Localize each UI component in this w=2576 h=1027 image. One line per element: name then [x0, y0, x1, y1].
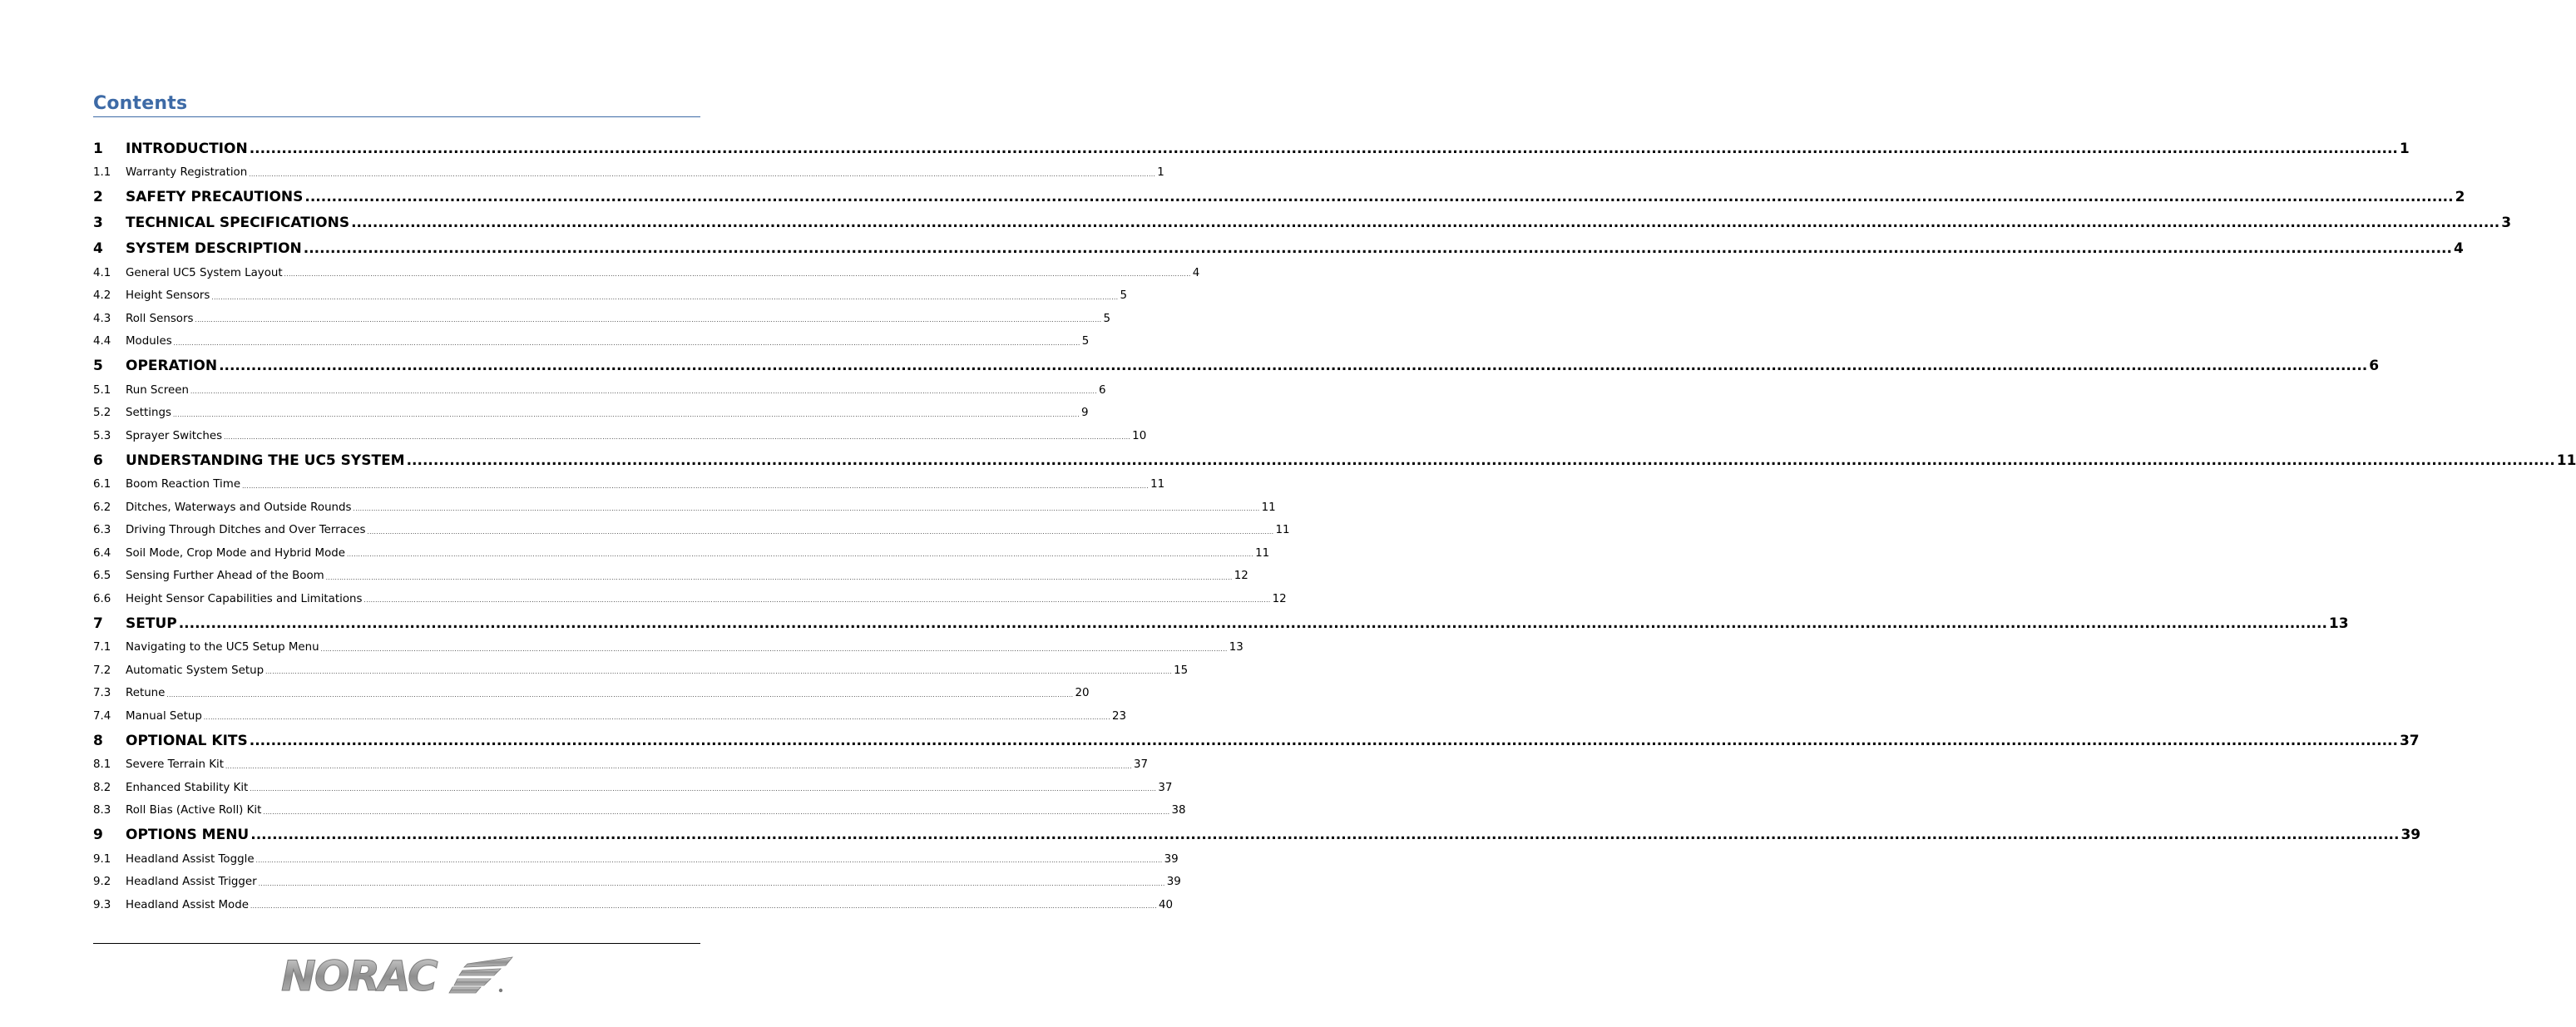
- toc-entry-title: Driving Through Ditches and Over Terraces: [126, 524, 366, 537]
- toc-subsection-row[interactable]: [93, 379, 1106, 402]
- toc-dot-leader: ................................................................................................................................................................................................................................................................................................................................................................................................................: [249, 140, 2398, 157]
- toc-dot-leader: ................................................................................................................................................................................................................................................................................................................................................................................................................: [255, 857, 1163, 864]
- toc-entry-number: 4.3: [93, 312, 111, 325]
- toc-entry-title: OPTIONS MENU: [126, 827, 250, 843]
- toc-subsection-row[interactable]: [93, 284, 1127, 308]
- toc-page-number: 13: [2328, 615, 2349, 632]
- toc-dot-leader: ................................................................................................................................................................................................................................................................................................................................................................................................................: [190, 388, 1098, 395]
- toc-dot-leader: ................................................................................................................................................................................................................................................................................................................................................................................................................: [250, 903, 1158, 910]
- toc-entry-title: Navigating to the UC5 Setup Menu: [126, 641, 319, 654]
- toc-subsection-row[interactable]: [93, 519, 1290, 542]
- toc-dot-leader: ................................................................................................................................................................................................................................................................................................................................................................................................................: [351, 215, 2500, 231]
- toc-entry-number: 8.2: [93, 781, 111, 794]
- toc-entry-title: UNDERSTANDING THE UC5 SYSTEM: [126, 452, 405, 469]
- logo-stripes-mark: [449, 957, 512, 993]
- toc-dot-leader: ................................................................................................................................................................................................................................................................................................................................................................................................................: [284, 271, 1191, 278]
- toc-dot-leader: ................................................................................................................................................................................................................................................................................................................................................................................................................: [195, 317, 1102, 323]
- toc-entry-number: 6.1: [93, 478, 111, 491]
- toc-section-row[interactable]: [93, 822, 2421, 848]
- toc-entry-number: 6: [93, 452, 103, 469]
- toc-dot-leader: ................................................................................................................................................................................................................................................................................................................................................................................................................: [224, 434, 1131, 441]
- toc-subsection-row[interactable]: [93, 588, 1287, 611]
- toc-dot-leader: ................................................................................................................................................................................................................................................................................................................................................................................................................: [367, 528, 1274, 536]
- toc-page-number: 9: [1080, 407, 1089, 420]
- toc-page-number: 3: [2501, 215, 2512, 231]
- toc-subsection-row[interactable]: [93, 894, 1174, 917]
- toc-entry-number: 5: [93, 358, 103, 374]
- toc-dot-leader: ................................................................................................................................................................................................................................................................................................................................................................................................................: [219, 358, 2368, 374]
- toc-dot-leader: ................................................................................................................................................................................................................................................................................................................................................................................................................: [249, 732, 2398, 749]
- toc-dot-leader: ................................................................................................................................................................................................................................................................................................................................................................................................................: [211, 294, 1119, 301]
- toc-entry-number: 5.3: [93, 429, 111, 442]
- toc-entry-number: 6.4: [93, 546, 111, 560]
- toc-entry-number: 6.3: [93, 524, 111, 537]
- toc-entry-title: OPERATION: [126, 358, 218, 374]
- toc-entry-title: Height Sensor Capabilities and Limitations: [126, 592, 363, 605]
- toc-dot-leader: ................................................................................................................................................................................................................................................................................................................................................................................................................: [250, 827, 2400, 843]
- toc-dot-leader: ................................................................................................................................................................................................................................................................................................................................................................................................................: [178, 615, 2327, 632]
- toc-entry-title: INTRODUCTION: [126, 140, 248, 157]
- toc-section-row[interactable]: [93, 353, 2380, 379]
- toc-page-number: 39: [1166, 876, 1181, 889]
- toc-entry-number: 5.2: [93, 407, 111, 420]
- toc-page-number: 11: [2556, 452, 2576, 469]
- toc-subsection-row[interactable]: [93, 308, 1111, 331]
- toc-entry-number: 7.1: [93, 641, 111, 654]
- toc-entry-title: Ditches, Waterways and Outside Rounds: [126, 501, 352, 514]
- toc-subsection-row[interactable]: [93, 753, 1149, 777]
- logo-wordmark: NORAC: [281, 952, 437, 1000]
- toc-page-number: 6: [2369, 358, 2380, 374]
- toc-entry-number: 8.3: [93, 804, 111, 817]
- toc-entry-title: Sensing Further Ahead of the Boom: [126, 570, 324, 583]
- toc-entry-title: Retune: [126, 687, 166, 700]
- toc-page-number: 38: [1171, 804, 1186, 817]
- toc-page-number: 11: [1275, 524, 1290, 537]
- toc-page-number: 6: [1099, 383, 1106, 397]
- toc-dot-leader: ................................................................................................................................................................................................................................................................................................................................................................................................................: [172, 411, 1080, 418]
- toc-entry-title: Height Sensors: [126, 289, 210, 303]
- toc-page-number: 37: [1158, 781, 1173, 794]
- toc-subsection-row[interactable]: [93, 705, 1126, 728]
- toc-section-row[interactable]: [93, 447, 2576, 473]
- toc-entry-title: General UC5 System Layout: [126, 266, 283, 279]
- toc-page-number: 15: [1174, 664, 1189, 677]
- toc-entry-title: Headland Assist Toggle: [126, 852, 255, 866]
- toc-entry-title: Run Screen: [126, 383, 189, 397]
- toc-subsection-row[interactable]: [93, 777, 1173, 800]
- toc-dot-leader: ................................................................................................................................................................................................................................................................................................................................................................................................................: [249, 170, 1156, 178]
- toc-subsection-row[interactable]: [93, 161, 1164, 185]
- toc-entry-title: Automatic System Setup: [126, 664, 265, 677]
- toc-subsection-row[interactable]: [93, 330, 1090, 353]
- toc-section-row[interactable]: [93, 728, 2420, 753]
- toc-entry-number: 9.1: [93, 852, 111, 866]
- toc-page-number: 12: [1272, 592, 1287, 605]
- table-of-contents: [93, 136, 2576, 916]
- toc-entry-title: SETUP: [126, 615, 177, 632]
- toc-entry-title: Manual Setup: [126, 709, 202, 723]
- toc-entry-number: 2: [93, 189, 103, 205]
- toc-entry-title: Boom Reaction Time: [126, 478, 241, 491]
- toc-dot-leader: ................................................................................................................................................................................................................................................................................................................................................................................................................: [258, 880, 1165, 887]
- title-divider: [93, 116, 700, 117]
- toc-section-row[interactable]: [93, 236, 2464, 262]
- toc-page-number: 11: [1255, 546, 1270, 560]
- toc-page-number: 37: [2399, 732, 2420, 749]
- toc-entry-title: SAFETY PRECAUTIONS: [126, 189, 304, 205]
- toc-page-number: 1: [2399, 140, 2410, 157]
- toc-entry-number: 1: [93, 140, 103, 157]
- toc-entry-number: 4.2: [93, 289, 111, 303]
- toc-subsection-row[interactable]: [93, 542, 1270, 565]
- toc-dot-leader: ................................................................................................................................................................................................................................................................................................................................................................................................................: [320, 645, 1228, 653]
- toc-subsection-row[interactable]: [93, 682, 1090, 705]
- toc-entry-number: 6.5: [93, 570, 111, 583]
- toc-page-number: 40: [1159, 898, 1174, 911]
- toc-page-number: 11: [1150, 478, 1165, 491]
- toc-entry-title: Settings: [126, 407, 171, 420]
- toc-page-number: 5: [1081, 335, 1090, 348]
- toc-dot-leader: ................................................................................................................................................................................................................................................................................................................................................................................................................: [304, 189, 2454, 205]
- toc-entry-title: OPTIONAL KITS: [126, 732, 248, 749]
- toc-entry-title: Headland Assist Mode: [126, 898, 249, 911]
- toc-subsection-row[interactable]: [93, 425, 1147, 448]
- toc-section-row[interactable]: [93, 185, 2465, 210]
- toc-entry-title: Severe Terrain Kit: [126, 758, 224, 772]
- toc-entry-title: Enhanced Stability Kit: [126, 781, 249, 794]
- toc-page-number: 23: [1111, 709, 1126, 723]
- toc-dot-leader: ................................................................................................................................................................................................................................................................................................................................................................................................................: [250, 786, 1157, 792]
- toc-entry-number: 9.2: [93, 876, 111, 889]
- toc-entry-number: 4: [93, 240, 103, 257]
- toc-page-number: 39: [2400, 827, 2421, 843]
- toc-page-number: 1: [1157, 166, 1164, 180]
- toc-subsection-row[interactable]: [93, 565, 1248, 588]
- toc-entry-number: 8.1: [93, 758, 111, 772]
- toc-dot-leader: ................................................................................................................................................................................................................................................................................................................................................................................................................: [347, 551, 1254, 558]
- toc-page-number: 11: [1261, 501, 1276, 514]
- toc-page-number: 10: [1132, 429, 1147, 442]
- toc-dot-leader: ................................................................................................................................................................................................................................................................................................................................................................................................................: [263, 808, 1170, 816]
- norac-logo: [279, 952, 516, 1000]
- toc-entry-title: Sprayer Switches: [126, 429, 223, 442]
- toc-entry-number: 6.2: [93, 501, 111, 514]
- toc-dot-leader: ................................................................................................................................................................................................................................................................................................................................................................................................................: [325, 574, 1233, 581]
- toc-subsection-row[interactable]: [93, 402, 1089, 425]
- toc-subsection-row[interactable]: [93, 848, 1179, 871]
- toc-entry-number: 8: [93, 732, 103, 749]
- toc-subsection-row[interactable]: [93, 496, 1276, 520]
- toc-entry-number: 4.4: [93, 335, 111, 348]
- toc-dot-leader: ................................................................................................................................................................................................................................................................................................................................................................................................................: [203, 714, 1110, 721]
- toc-subsection-row[interactable]: [93, 473, 1165, 496]
- toc-entry-number: 9.3: [93, 898, 111, 911]
- toc-subsection-row[interactable]: [93, 659, 1189, 683]
- toc-entry-title: SYSTEM DESCRIPTION: [126, 240, 302, 257]
- toc-subsection-row[interactable]: [93, 799, 1186, 822]
- toc-page-number: 2: [2455, 189, 2465, 205]
- toc-page-number: 4: [2453, 240, 2464, 257]
- toc-dot-leader: ................................................................................................................................................................................................................................................................................................................................................................................................................: [353, 506, 1260, 512]
- toc-entry-title: Roll Sensors: [126, 312, 194, 325]
- page-title: Contents: [93, 93, 188, 114]
- toc-section-row[interactable]: [93, 210, 2512, 236]
- toc-page-number: 4: [1192, 266, 1200, 279]
- toc-entry-number: 9: [93, 827, 103, 843]
- toc-subsection-row[interactable]: [93, 871, 1181, 894]
- toc-page-number: 5: [1103, 312, 1111, 325]
- toc-entry-number: 6.6: [93, 592, 111, 605]
- toc-page-number: 12: [1234, 570, 1248, 583]
- toc-page-number: 39: [1164, 852, 1179, 866]
- toc-section-row[interactable]: [93, 136, 2410, 161]
- toc-entry-number: 5.1: [93, 383, 111, 397]
- toc-entry-number: 3: [93, 215, 103, 231]
- toc-entry-number: 4.1: [93, 266, 111, 279]
- toc-page-number: 5: [1120, 289, 1127, 303]
- toc-entry-title: Modules: [126, 335, 172, 348]
- toc-page-number: 13: [1229, 641, 1244, 654]
- toc-entry-title: Warranty Registration: [126, 166, 248, 180]
- toc-entry-number: 7: [93, 615, 103, 632]
- footer-divider: [93, 943, 700, 944]
- toc-dot-leader: ................................................................................................................................................................................................................................................................................................................................................................................................................: [225, 763, 1132, 770]
- toc-entry-number: 7.4: [93, 709, 111, 723]
- toc-page-number: 37: [1134, 758, 1149, 772]
- toc-dot-leader: ................................................................................................................................................................................................................................................................................................................................................................................................................: [363, 597, 1271, 604]
- toc-entry-number: 7.2: [93, 664, 111, 677]
- toc-subsection-row[interactable]: [93, 636, 1244, 659]
- toc-dot-leader: ................................................................................................................................................................................................................................................................................................................................................................................................................: [265, 669, 1173, 675]
- toc-page-number: 20: [1075, 687, 1090, 700]
- toc-entry-number: 7.3: [93, 687, 111, 700]
- toc-dot-leader: ................................................................................................................................................................................................................................................................................................................................................................................................................: [166, 691, 1074, 699]
- toc-dot-leader: ................................................................................................................................................................................................................................................................................................................................................................................................................: [303, 240, 2452, 257]
- toc-entry-title: TECHNICAL SPECIFICATIONS: [126, 215, 350, 231]
- toc-entry-title: Roll Bias (Active Roll) Kit: [126, 804, 262, 817]
- toc-subsection-row[interactable]: [93, 262, 1200, 285]
- toc-section-row[interactable]: [93, 610, 2349, 636]
- toc-dot-leader: ................................................................................................................................................................................................................................................................................................................................................................................................................: [242, 482, 1150, 490]
- toc-entry-title: Soil Mode, Crop Mode and Hybrid Mode: [126, 546, 346, 560]
- toc-entry-title: Headland Assist Trigger: [126, 876, 257, 889]
- toc-entry-number: 1.1: [93, 166, 111, 180]
- toc-dot-leader: ................................................................................................................................................................................................................................................................................................................................................................................................................: [173, 339, 1080, 347]
- toc-dot-leader: ................................................................................................................................................................................................................................................................................................................................................................................................................: [406, 452, 2555, 469]
